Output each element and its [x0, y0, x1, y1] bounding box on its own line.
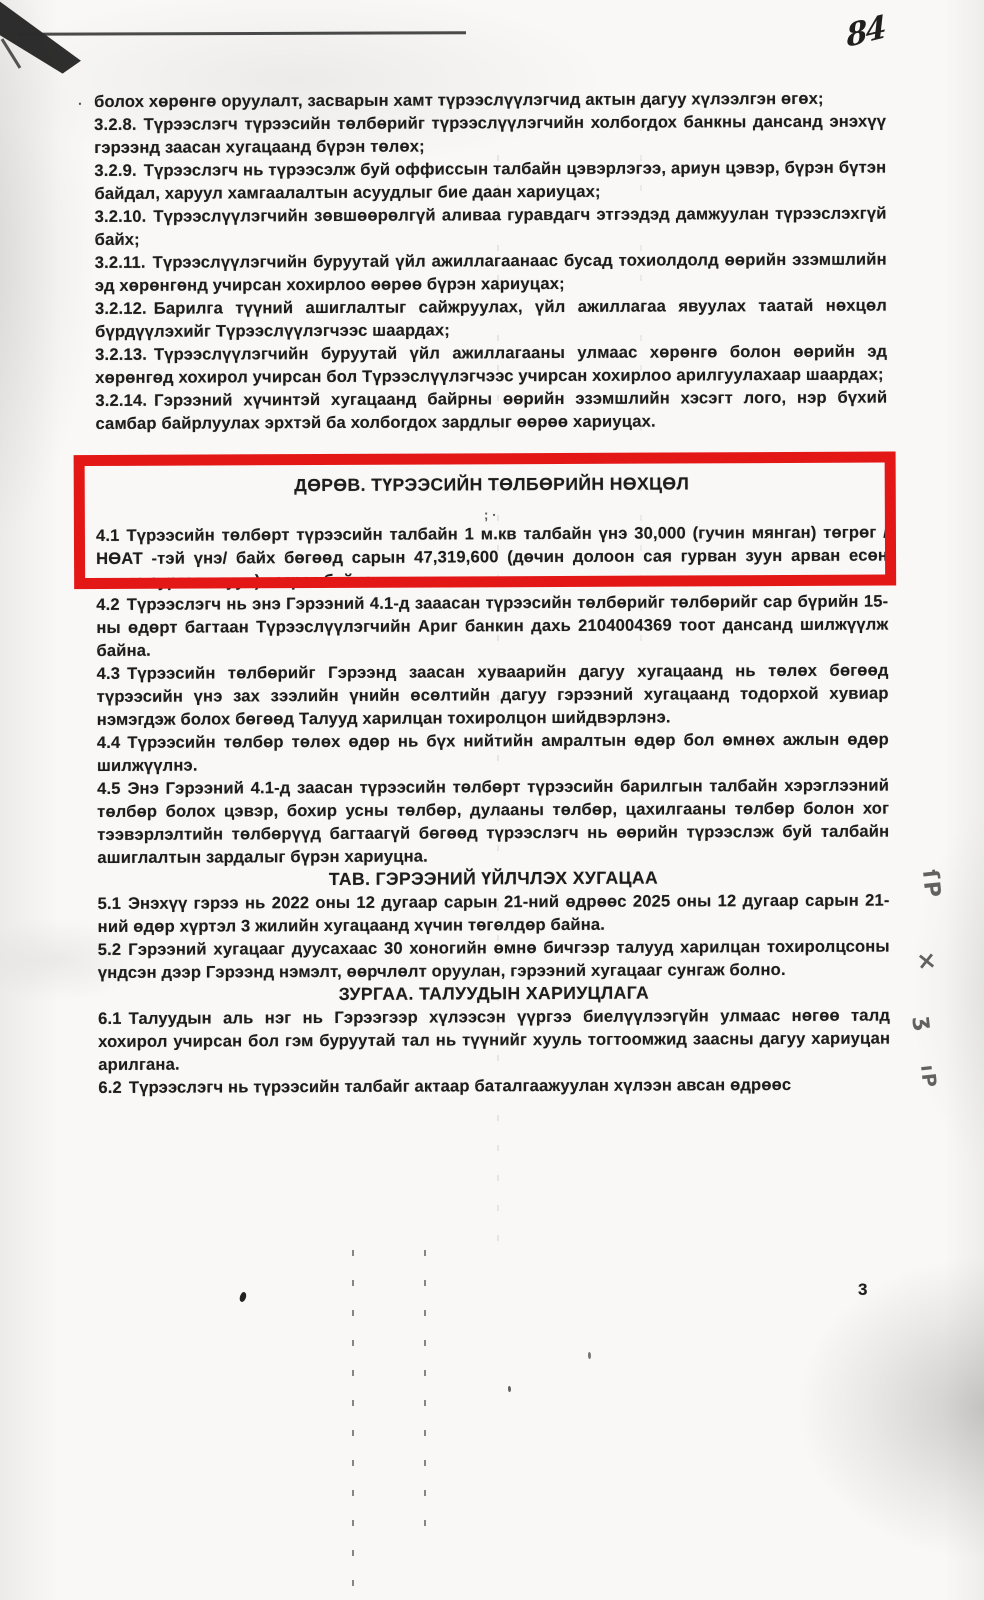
clause-6-2: [98, 1073, 890, 1099]
section-6-heading: ЗУРГАА. ТАЛУУДЫН ХАРИУЦЛАГА: [338, 982, 650, 1004]
ink-speck-artifact: [508, 1386, 511, 1392]
clause-4-5: [97, 774, 889, 869]
scan-top-line-artifact: [18, 31, 466, 36]
clause-text: Түрээслэгч нь түрээсийн талбайг актаар баталгаажуулан хүлээн авсан өдрөөс: [128, 1074, 792, 1097]
clause-text: Гэрээний хугацааг дуусахаас 30 хоногийн өмнө бичгээр талууд харилцан тохиролцсоны үндсэн дээр Гэрээнд нэмэлт, өөрчлөлт оруулан, гэрээний хугацааг сунгаж болно.: [97, 936, 890, 982]
clause-text: Энэ Гэрээний 4.1-д заасан түрээсийн төлбөрт түрээсийн барилгын талбайн хэрэглээний төлбөр болох цэвэр, бохир усны төлбөр, дулааны төлбөр, цахилгааны төлбөр болон хог тээвэрлэлтийн төлбөрүүд багтаагүй бөгөөд түрээслэгч нь өөрийн түрээслэж буй талбайн ашиглалтын зардалыг бүрэн хариуцна.: [97, 775, 890, 867]
clause-4-3: [96, 659, 888, 731]
ink-speck-artifact: [588, 1352, 591, 1359]
clause-3-2-9: [94, 156, 886, 205]
clause-continuation-paragraph: [78, 87, 886, 113]
clause-5-2: [98, 935, 890, 984]
clause-text: Түрээслэгч түрээсийн төлбөрийг түрээслүүлэгчийн холбогдох банкны дансанд энэхүү гэрээнд заасан хугацаанд бүрэн төлөх;: [94, 111, 887, 157]
clause-number: 3.2.12.: [94, 298, 147, 318]
paper-crease-artifact: [424, 1250, 426, 1550]
contract-text-block: [78, 87, 891, 1099]
clause-number: 4.3: [96, 663, 121, 683]
clause-text: Түрээсийн төлбөрт түрээсийн талбайн 1 м.кв талбайн үнэ 30,000 (гучин мянган) төгрөг /НӨАТ -тэй үнэ/ байх бөгөөд сарын 47,319,600 (дөчин долоон сая гурван зуун арван есөн мянга зургаан зуун) төгрөг байна.: [96, 522, 889, 591]
clause-number: 3.2.10.: [94, 206, 147, 226]
clause-3-2-13: [95, 340, 887, 389]
clause-number: 3.2.9.: [94, 160, 137, 180]
clause-4-4: [97, 728, 889, 777]
clause-number: 3.2.8.: [94, 114, 137, 134]
ink-speck-artifact: [238, 1291, 247, 1303]
section-5-heading: ТАВ. ГЭРЭЭНИЙ ҮЙЛЧЛЭХ ХУГАЦАА: [328, 867, 659, 889]
clause-number: 6.2: [98, 1077, 122, 1097]
clause-text: Түрээслүүлэгчийн зөвшөөрөлгүй аливаа гуравдагч этгээдэд дамжуулан түрээслэхгүй байх;: [94, 203, 887, 249]
clause-number: 4.5: [97, 778, 121, 798]
clause-3-2-12: [95, 294, 887, 343]
scan-corner-fold-artifact: [0, 0, 92, 80]
clause-5-1: [97, 889, 889, 938]
clause-number: 6.1: [98, 1008, 122, 1028]
clause-text: Түрээслэгч нь энэ Гэрээний 4.1-д зааасан түрээсийн төлбөрийг төлбөрийг сар бүрийн 15-ны өдөрт багтаан Түрээслүүлэгчийн Ариг банкин дахь 2104004369 тоот дансанд шилжүүлж байна.: [96, 591, 889, 660]
clause-number: 5.1: [97, 893, 122, 913]
stray-dot-artifact: ·: [78, 96, 83, 112]
margin-handwriting-mark: ×: [911, 949, 943, 975]
clause-4-1: [96, 521, 888, 593]
clause-number: 4.1: [95, 525, 120, 545]
clause-number: 4.2: [96, 594, 120, 614]
handwritten-page-note: 84: [845, 9, 886, 55]
clause-3-2-10: [95, 202, 887, 251]
clause-text: Энэхүү гэрээ нь 2022 оны 12 дугаар сарын 21-ний өдрөөс 2025 оны 12 дугаар сарын 21- ний өдөр хүртэл 3 жилийн хугацаанд хүчин төгөлдөр байна.: [97, 890, 890, 936]
clause-3-2-14: [95, 386, 887, 435]
clause-number: 3.2.13.: [95, 344, 147, 364]
margin-handwriting-mark: ʒ: [910, 1015, 938, 1034]
clause-number: 3.2.11.: [94, 252, 146, 272]
highlighted-section-4: [96, 462, 889, 593]
clause-number: 3.2.14.: [95, 390, 148, 410]
clause-3-2-8: [94, 110, 886, 159]
stray-dot-artifact: ; ·: [483, 507, 497, 523]
clause-4-2: [96, 590, 888, 662]
margin-handwriting-mark: ıP: [916, 1063, 941, 1091]
clause-text: Талуудын аль нэг нь Гэрээгээр хүлээсэн үүргээ биелүүлээгүйн улмаас нөгөө талд хохирол учирсан бол гэм буруутай тал нь түүнийг хууль тогтоомжид заасны дагуу хариуцан арилгана.: [98, 1005, 891, 1074]
clause-text: Барилга түүний ашиглалтыг сайжруулах, үйл ажиллагаа явуулах таатай нөхцөл бүрдүүлэхийг Түрээслүүлэгчээс шаардах;: [95, 295, 887, 341]
clause-text: Түрээслүүлэгчийн буруутай үйл ажиллагааны улмаас хөрөнгө болон өөрийн эд хөрөнгөд хохирол учирсан бол Түрээслүүлэгчээс учирсан хохирлоо арилгуулахаар шаардах;: [95, 341, 888, 387]
section-4-heading: ДӨРӨВ. ТҮРЭЭСИЙН ТӨЛБӨРИЙН НӨХЦӨЛ: [294, 473, 690, 496]
clause-text: Түрээсийн төлбөр төлөх өдөр нь бүх нийтийн амралтын өдөр бол өмнөх ажлын өдөр шилжүүлнэ.: [96, 729, 889, 775]
clause-3-2-11: [95, 248, 887, 297]
clause-text: Түрээслэгч нь түрээсэлж буй оффиссын талбайн цэвэрлэгээ, ариун цэвэр, бүрэн бүтэн байдал, харуул хамгаалалтын асуудлыг бие даан хариуцах;: [94, 157, 887, 203]
clause-6-1: [98, 1004, 890, 1076]
clause-text: Гэрээний хүчинтэй хугацаанд байрны өөрийн эзэмшлийн хэсэгт лого, нэр бүхий самбар байрлуулах эрхтэй ба холбогдох зардлыг өөрөө хариуцах.: [95, 387, 888, 433]
clause-number: 5.2: [97, 939, 122, 959]
clause-text: Түрээсийн төлбөрийг Гэрээнд заасан хуваарийн дагуу хугацаанд нь төлөх бөгөөд түрээсийн үнэ зах зээлийн үнийн өсөлтийн дагуу гэрээний хугацаанд тодорхой хувиар нэмэгдэж болох бөгөөд Талууд харилцан тохиролцон шийдвэрлэнэ.: [96, 660, 889, 729]
clause-text: болох хөрөнгө оруулалт, засварын хамт түрээслүүлэгчид актын дагуу хүлээлгэн өгөх;: [94, 88, 824, 111]
margin-handwriting-mark: ſP: [916, 868, 945, 901]
clause-number: 4.4: [96, 732, 121, 752]
paper-crease-artifact: [352, 1250, 354, 1600]
clause-text: Түрээслүүлэгчийн буруутай үйл ажиллагаанаас бусад тохиолдолд өөрийн эзэмшлийн эд хөрөнгөнд учирсан хохирлоо өөрөө бүрэн хариуцах;: [94, 249, 887, 295]
page-number: 3: [858, 1280, 868, 1299]
